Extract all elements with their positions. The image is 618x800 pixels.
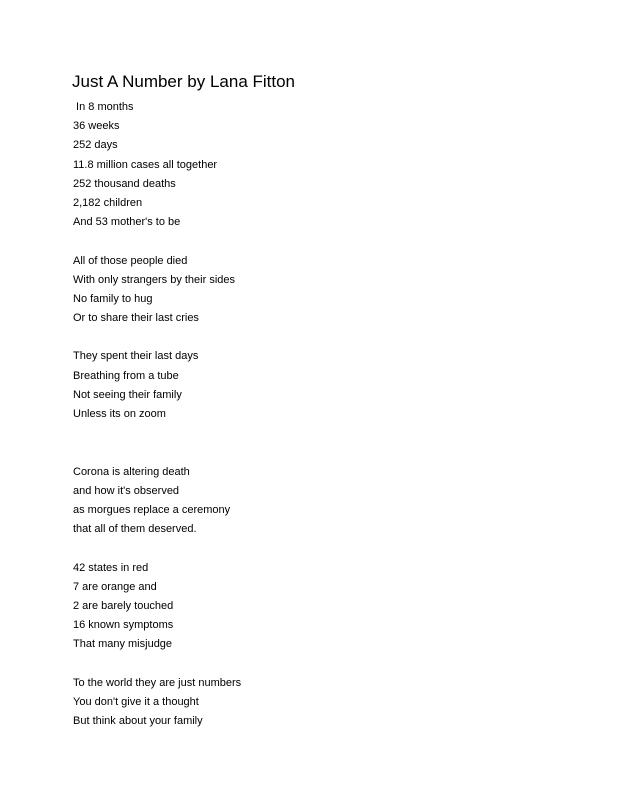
poem-line: No family to hug — [73, 292, 153, 305]
poem-line: Breathing from a tube — [73, 369, 179, 382]
poem-line: 42 states in red — [73, 561, 149, 574]
poem-line: They spent their last days — [73, 350, 199, 363]
poem-line: You don't give it a thought — [73, 695, 199, 708]
poem-line: Or to share their last cries — [73, 312, 199, 325]
poem-line: Not seeing their family — [73, 388, 182, 401]
poem-line: That many misjudge — [73, 638, 173, 651]
poem-line: 2,182 children — [73, 196, 143, 209]
poem-line: In 8 months — [73, 101, 134, 113]
poem-line: With only strangers by their sides — [73, 273, 236, 286]
poem-line: But think about your family — [73, 715, 203, 727]
poem-line: 2 are barely touched — [73, 599, 174, 612]
stanza-break — [73, 328, 241, 347]
poem-line: Corona is altering death — [73, 465, 190, 478]
poem-line: To the world they are just numbers — [73, 676, 242, 689]
poem-line: as morgues replace a ceremony — [73, 503, 231, 516]
stanza-break — [73, 539, 241, 558]
poem-line: All of those people died — [73, 254, 188, 267]
poem-line: 36 weeks — [73, 120, 120, 133]
poem-line: 11.8 million cases all together — [73, 158, 218, 171]
stanza-break — [73, 443, 241, 462]
poem-line: 7 are orange and — [73, 580, 157, 593]
poem-line: Unless its on zoom — [73, 408, 166, 420]
poem-title: Just A Number by Lana Fitton — [72, 72, 296, 91]
stanza-break — [73, 232, 241, 251]
poem-body — [73, 98, 241, 731]
poem-line: 16 known symptoms — [73, 619, 174, 632]
poem-line: and how it's observed — [73, 484, 180, 497]
poem-line: And 53 mother's to be — [73, 216, 181, 229]
poem-line: that all of them deserved. — [73, 523, 197, 536]
stanza-break — [73, 424, 241, 443]
stanza-break — [73, 654, 241, 673]
poem-line: 252 days — [73, 139, 118, 152]
poem-line: 252 thousand deaths — [73, 177, 176, 190]
